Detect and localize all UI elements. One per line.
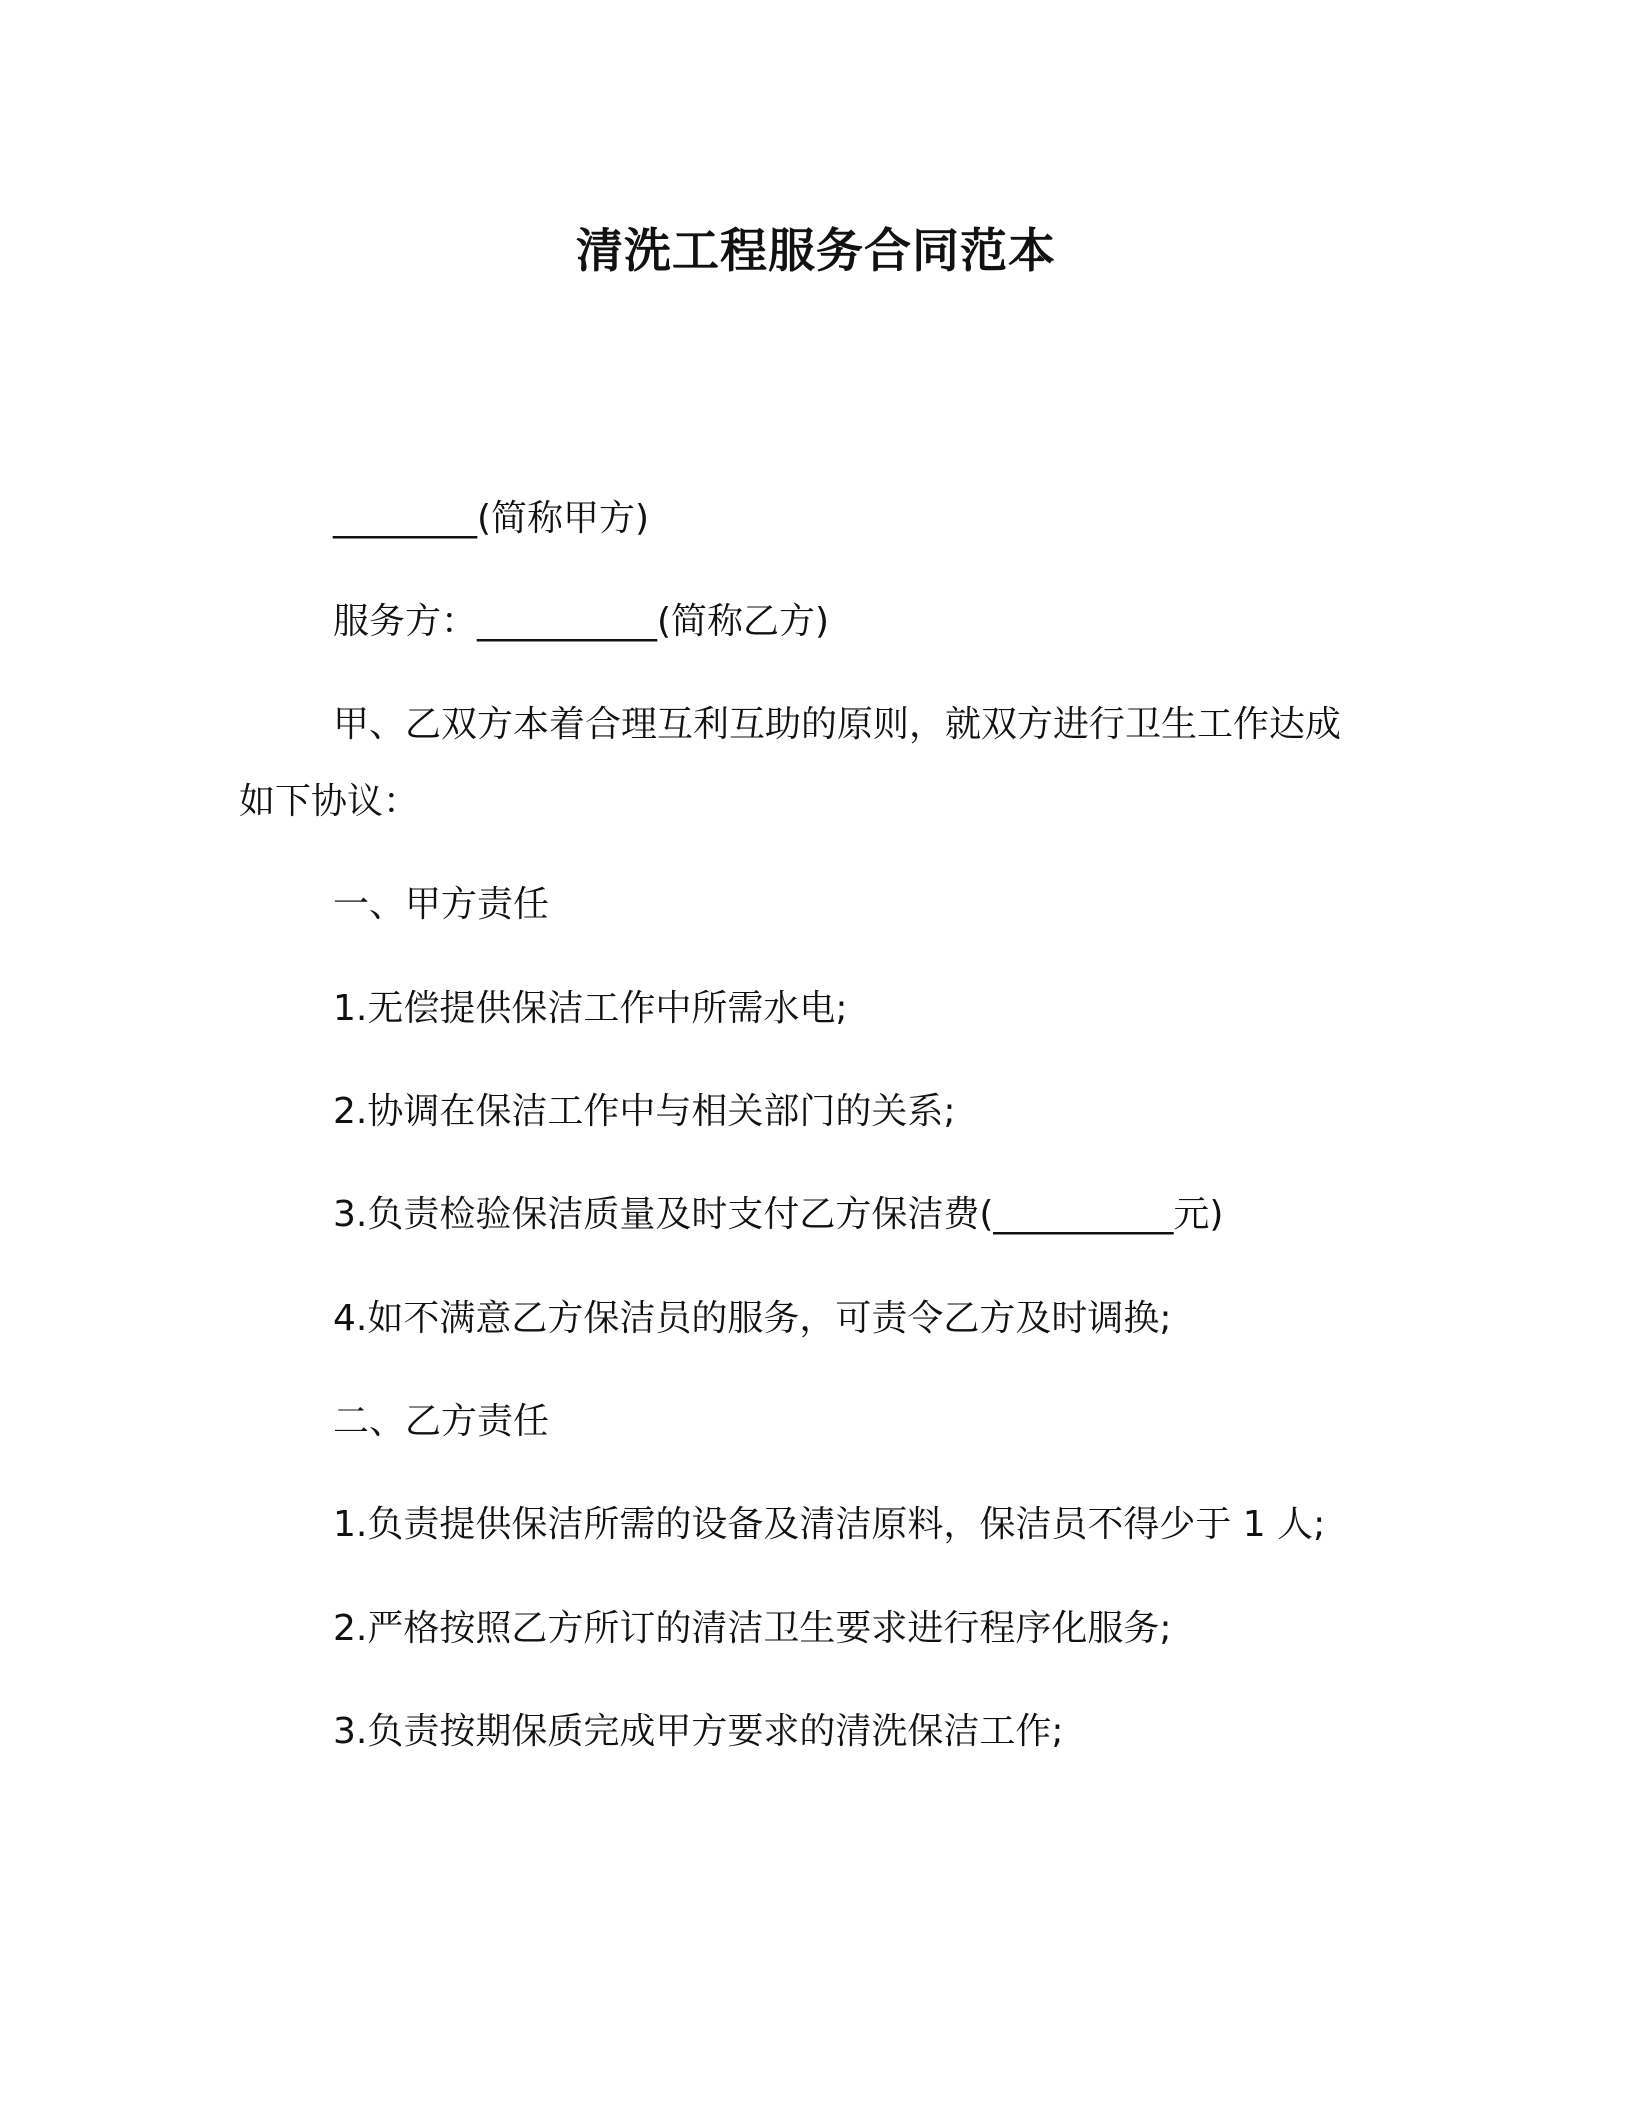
section-1-item: 2.协调在保洁工作中与相关部门的关系;: [333, 1091, 956, 1132]
party-a-line: ________(简称甲方): [333, 498, 650, 539]
section-2-heading: 二、乙方责任: [333, 1401, 550, 1442]
section-1-item: 3.负责检验保洁质量及时支付乙方保洁费(__________元): [333, 1194, 1224, 1235]
document-title: 清洗工程服务合同范本: [576, 224, 1056, 279]
section-2-item: 2.严格按照乙方所订的清洁卫生要求进行程序化服务;: [333, 1608, 1172, 1649]
party-b-line: 服务方：__________(简称乙方): [333, 601, 830, 642]
section-1-heading: 一、甲方责任: [333, 884, 550, 925]
intro-line-2: 如下协议：: [239, 781, 420, 822]
section-1-item: 1.无偿提供保洁工作中所需水电;: [333, 988, 848, 1029]
section-2-item: 3.负责按期保质完成甲方要求的清洗保洁工作;: [333, 1711, 1064, 1752]
section-2-item: 1.负责提供保洁所需的设备及清洁原料，保洁员不得少于 1 人;: [333, 1504, 1326, 1545]
intro-line-1: 甲、乙双方本着合理互利互助的原则，就双方进行卫生工作达成: [333, 704, 1342, 745]
section-1-item: 4.如不满意乙方保洁员的服务，可责令乙方及时调换;: [333, 1298, 1172, 1339]
